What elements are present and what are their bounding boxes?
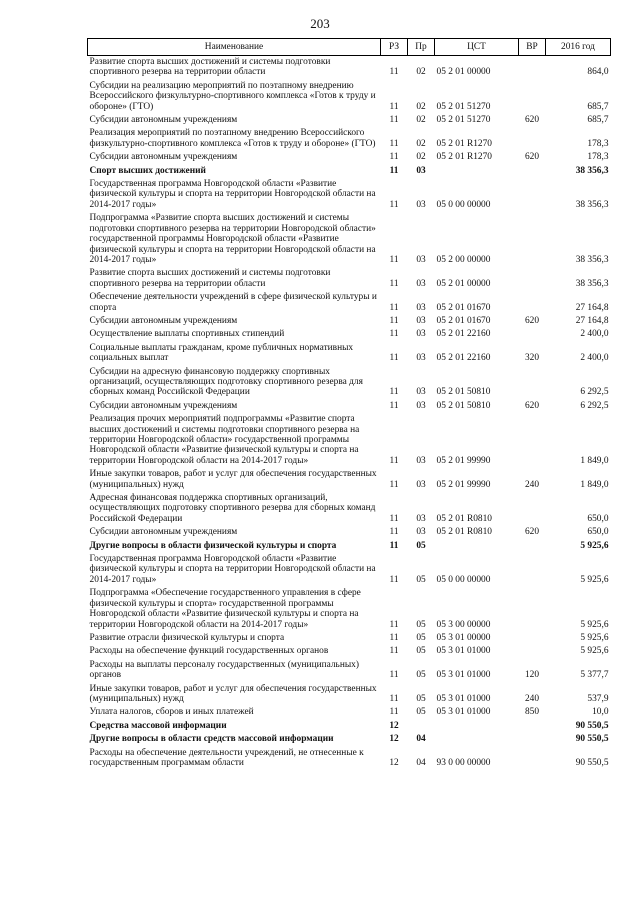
cell-name: Подпрограмма «Обеспечение государственного управления в сфере физической культуры и спорта» государственной программы Новгородской области «Развитие физической культуры и спорта на территории Новгородской области на 2014-2017 годы»: [89, 588, 361, 630]
table-header-row: [88, 39, 611, 56]
cell-rz: 12: [389, 757, 399, 768]
table-row: [88, 747, 611, 771]
cell-name: Субсидии на реализацию мероприятий по поэтапному внедрению Всероссийского физкультурно-спортивного комплекса «Готов к труду и обороне» (ГТО): [89, 80, 376, 112]
cell-rz: 11: [389, 315, 399, 326]
cell-cst: 05 3 01 00000: [436, 632, 491, 643]
cell-pr: 02: [416, 101, 426, 112]
cell-cst: 05 2 01 99990: [436, 455, 491, 466]
cell-amount: 537,9: [587, 693, 609, 704]
cell-amount: 5 377,7: [580, 670, 609, 681]
cell-pr: 05: [416, 632, 426, 643]
cell-rz: 11: [389, 278, 399, 289]
cell-name: Субсидии автономным учреждениям: [89, 152, 238, 163]
table-row: [88, 342, 611, 366]
cell-vr: 620: [524, 527, 540, 538]
cell-pr: 03: [416, 278, 426, 289]
cell-amount: 650,0: [587, 513, 609, 524]
cell-amount: 650,0: [587, 527, 609, 538]
cell-cst: 05 2 01 22160: [436, 329, 491, 340]
cell-amount: 38 356,3: [575, 278, 609, 289]
cell-rz: 12: [389, 720, 399, 731]
cell-pr: 05: [416, 707, 426, 718]
cell-amount: 90 550,5: [575, 757, 609, 768]
cell-amount: 5 925,6: [580, 540, 609, 551]
table-row: [88, 328, 611, 341]
cell-name: Расходы на обеспечение функций государственных органов: [89, 646, 329, 657]
cell-pr: 03: [416, 353, 426, 364]
cell-cst: 05 3 01 01000: [436, 670, 491, 681]
cell-cst: 05 2 01 22160: [436, 353, 491, 364]
cell-name: Развитие спорта высших достижений и системы подготовки спортивного резерва на территории области: [89, 268, 331, 289]
table-row: [88, 127, 611, 151]
cell-rz: 11: [389, 455, 399, 466]
cell-cst: 05 0 00 00000: [436, 574, 491, 585]
cell-rz: 11: [389, 527, 399, 538]
table-row: [88, 526, 611, 539]
cell-name: Осуществление выплаты спортивных стипендий: [89, 329, 285, 340]
cell-name: Субсидии автономным учреждениям: [89, 115, 238, 126]
cell-rz: 11: [389, 199, 399, 210]
cell-rz: 11: [389, 400, 399, 411]
table-row: [88, 413, 611, 468]
cell-amount: 5 925,6: [580, 619, 609, 630]
cell-amount: 27 164,8: [575, 302, 609, 313]
cell-cst: 05 3 01 01000: [436, 646, 491, 657]
cell-amount: 6 292,5: [580, 387, 609, 398]
cell-pr: 03: [416, 387, 426, 398]
cell-pr: 03: [416, 455, 426, 466]
cell-amount: 5 925,6: [580, 632, 609, 643]
cell-vr: 240: [524, 693, 540, 704]
cell-cst: 05 2 01 R0810: [436, 513, 492, 524]
cell-rz: 11: [389, 138, 399, 149]
cell-amount: 178,3: [587, 138, 609, 149]
cell-vr: [519, 632, 546, 645]
cell-cst: [435, 540, 519, 553]
cell-rz: 11: [389, 693, 399, 704]
budget-table: [87, 38, 611, 770]
cell-cst: 05 3 01 01000: [436, 693, 491, 704]
table-row: [88, 315, 611, 328]
cell-amount: 2 400,0: [580, 329, 609, 340]
table-row: [88, 267, 611, 291]
cell-vr: [519, 645, 546, 658]
cell-pr: 03: [416, 400, 426, 411]
cell-vr: [519, 80, 546, 114]
cell-vr: [519, 165, 546, 178]
cell-vr: [519, 540, 546, 553]
cell-pr: 05: [416, 646, 426, 657]
table-row: [88, 291, 611, 315]
table-row: [88, 165, 611, 178]
table-row: [88, 553, 611, 587]
cell-cst: 05 2 01 50810: [436, 400, 491, 411]
cell-cst: 05 2 01 51270: [436, 115, 491, 126]
cell-amount: 6 292,5: [580, 400, 609, 411]
cell-name: Спорт высших достижений: [89, 165, 206, 176]
cell-pr: 03: [416, 527, 426, 538]
cell-cst: [435, 733, 519, 746]
cell-vr: [519, 413, 546, 468]
table-row: [88, 212, 611, 267]
cell-vr: 850: [524, 707, 540, 718]
table-row: [88, 706, 611, 719]
cell-name: Субсидии на адресную финансовую поддержку спортивных организаций, осуществляющих подготовку спортивного резерва для сборных команд Российской Федерации: [89, 366, 363, 398]
cell-name: Субсидии автономным учреждениям: [89, 400, 238, 411]
header-amount: 2016 год: [546, 39, 611, 56]
cell-amount: 38 356,3: [575, 199, 609, 210]
table-row: [88, 645, 611, 658]
cell-amount: 38 356,3: [575, 254, 609, 265]
cell-rz: 11: [389, 254, 399, 265]
cell-vr: 320: [524, 353, 540, 364]
cell-vr: [519, 733, 546, 746]
table-row: [88, 178, 611, 212]
table-row: [88, 720, 611, 733]
table-row: [88, 632, 611, 645]
cell-pr: 05: [416, 670, 426, 681]
cell-cst: 05 2 01 51270: [436, 101, 491, 112]
cell-rz: 11: [389, 513, 399, 524]
cell-name: Расходы на выплаты персоналу государственных (муниципальных) органов: [89, 659, 359, 681]
table-row: [88, 733, 611, 746]
cell-name: Уплата налогов, сборов и иных платежей: [89, 707, 254, 718]
table-row: [88, 468, 611, 492]
cell-rz: 11: [389, 619, 399, 630]
cell-vr: 240: [524, 479, 540, 490]
table-row: [88, 540, 611, 553]
cell-vr: [519, 291, 546, 315]
cell-vr: 620: [524, 152, 540, 163]
cell-amount: 27 164,8: [575, 315, 609, 326]
cell-vr: [519, 267, 546, 291]
cell-pr: 03: [416, 302, 426, 313]
table-row: [88, 366, 611, 400]
cell-cst: 05 0 00 00000: [436, 199, 491, 210]
cell-cst: 05 2 01 99990: [436, 479, 491, 490]
cell-vr: [519, 587, 546, 632]
cell-pr: 05: [416, 540, 426, 551]
cell-rz: 11: [389, 670, 399, 681]
cell-rz: 11: [389, 646, 399, 657]
cell-vr: [519, 212, 546, 267]
cell-pr: 02: [416, 138, 426, 149]
header-cst: ЦСТ: [435, 39, 519, 56]
cell-cst: 05 2 01 00000: [436, 67, 491, 78]
cell-name: Развитие отрасли физической культуры и спорта: [89, 632, 285, 643]
cell-vr: [519, 56, 546, 80]
cell-amount: 2 400,0: [580, 353, 609, 364]
cell-cst: 93 0 00 00000: [436, 757, 491, 768]
cell-vr: 620: [524, 315, 540, 326]
cell-pr: 04: [416, 734, 426, 745]
cell-name: Адресная финансовая поддержка спортивных организаций, осуществляющих подготовку спортивного резерва для сборных команд Российской Федерации: [89, 493, 376, 524]
cell-pr: 05: [416, 619, 426, 630]
table-row: [88, 56, 611, 80]
cell-cst: 05 2 01 01670: [436, 302, 491, 313]
table-row: [88, 659, 611, 683]
cell-vr: [519, 127, 546, 151]
table-row: [88, 492, 611, 526]
cell-amount: 685,7: [587, 101, 609, 112]
cell-pr: 05: [416, 693, 426, 704]
cell-rz: 11: [389, 329, 399, 340]
cell-amount: 685,7: [587, 115, 609, 126]
page-number: 203: [310, 16, 330, 31]
cell-pr: 03: [416, 199, 426, 210]
cell-name: Другие вопросы в области физической культуры и спорта: [89, 540, 337, 551]
cell-name: Подпрограмма «Развитие спорта высших достижений и системы подготовки спортивного резерва на территории Новгородской области» государственной программы Новгородской области «Развитие физической культуры и спорта на территории Новгородской области на 2014-2017 годы»: [89, 213, 376, 265]
cell-vr: 620: [524, 400, 540, 411]
cell-amount: 1 849,0: [580, 455, 609, 466]
cell-rz: 11: [389, 302, 399, 313]
cell-rz: 11: [389, 165, 399, 176]
table-row: [88, 587, 611, 632]
cell-name: Другие вопросы в области средств массовой информации: [89, 734, 334, 745]
table-row: [88, 683, 611, 707]
cell-pr: 03: [416, 165, 426, 176]
cell-pr: 02: [416, 115, 426, 126]
cell-cst: 05 2 01 01670: [436, 315, 491, 326]
cell-cst: 05 2 01 50810: [436, 387, 491, 398]
cell-name: Иные закупки товаров, работ и услуг для обеспечения государственных (муниципальных) нужд: [89, 683, 377, 704]
cell-cst: 05 3 01 01000: [436, 707, 491, 718]
cell-name: Субсидии автономным учреждениям: [89, 315, 238, 326]
cell-rz: 11: [389, 101, 399, 112]
cell-amount: 90 550,5: [575, 734, 609, 745]
cell-rz: 11: [389, 115, 399, 126]
cell-rz: 11: [389, 479, 399, 490]
cell-name: Обеспечение деятельности учреждений в сфере физической культуры и спорта: [89, 292, 377, 313]
cell-cst: 05 2 01 R1270: [436, 138, 492, 149]
header-vr: ВР: [519, 39, 546, 56]
header-pr: Пр: [408, 39, 435, 56]
cell-amount: 864,0: [587, 67, 609, 78]
cell-cst: 05 3 00 00000: [436, 619, 491, 630]
cell-vr: [519, 747, 546, 771]
cell-amount: 1 849,0: [580, 479, 609, 490]
cell-name: Государственная программа Новгородской области «Развитие физической культуры и спорта на территории Новгородской области на 2014-2017 годы»: [89, 179, 376, 210]
cell-rz: 11: [389, 152, 399, 163]
cell-vr: [519, 178, 546, 212]
cell-vr: [519, 366, 546, 400]
cell-pr: 03: [416, 479, 426, 490]
cell-vr: [519, 553, 546, 587]
cell-amount: 178,3: [587, 152, 609, 163]
cell-amount: 90 550,5: [575, 720, 609, 731]
header-name: Наименование: [88, 39, 381, 56]
cell-vr: [519, 328, 546, 341]
cell-name: Реализация прочих мероприятий подпрограммы «Развитие спорта высших достижений и системы подготовки спортивного резерва на территории Новгородской области» государственной программы Новгородской области «Развитие физической культуры и спорта на территории Новгородской области на 2014-2017 годы»: [89, 414, 360, 466]
cell-pr: 03: [416, 329, 426, 340]
cell-rz: 11: [389, 387, 399, 398]
cell-pr: 05: [416, 574, 426, 585]
table-row: [88, 400, 611, 413]
cell-name: Субсидии автономным учреждениям: [89, 527, 238, 538]
cell-pr: 04: [416, 757, 426, 768]
cell-vr: 120: [524, 670, 540, 681]
cell-name: Развитие спорта высших достижений и системы подготовки спортивного резерва на территории области: [89, 57, 331, 78]
cell-rz: 11: [389, 707, 399, 718]
cell-rz: 11: [389, 574, 399, 585]
cell-rz: 11: [389, 540, 399, 551]
cell-name: Социальные выплаты гражданам, кроме публичных нормативных социальных выплат: [89, 342, 354, 364]
cell-vr: [519, 492, 546, 526]
cell-vr: 620: [524, 115, 540, 126]
cell-cst: 05 2 01 R1270: [436, 152, 492, 163]
cell-cst: [435, 720, 519, 733]
cell-amount: 38 356,3: [575, 165, 609, 176]
table-row: [88, 114, 611, 127]
cell-rz: 11: [389, 632, 399, 643]
cell-rz: 11: [389, 67, 399, 78]
cell-cst: 05 2 01 00000: [436, 278, 491, 289]
cell-name: Средства массовой информации: [89, 720, 227, 731]
cell-amount: 5 925,6: [580, 646, 609, 657]
table-row: [88, 80, 611, 114]
cell-name: Реализация мероприятий по поэтапному внедрению Всероссийского физкультурно-спортивного комплекса «Готов к труду и обороне» (ГТО): [89, 128, 376, 149]
cell-pr: 02: [416, 67, 426, 78]
header-rz: РЗ: [381, 39, 408, 56]
cell-amount: 5 925,6: [580, 574, 609, 585]
table-row: [88, 151, 611, 164]
cell-pr: [408, 720, 435, 733]
cell-pr: 03: [416, 254, 426, 265]
cell-cst: [435, 165, 519, 178]
cell-rz: 11: [389, 353, 399, 364]
cell-name: Расходы на обеспечение деятельности учреждений, не отнесенные к государственным программам области: [89, 747, 364, 768]
cell-rz: 12: [389, 734, 399, 745]
cell-pr: 03: [416, 315, 426, 326]
cell-vr: [519, 720, 546, 733]
cell-name: Иные закупки товаров, работ и услуг для обеспечения государственных (муниципальных) нужд: [89, 469, 377, 490]
cell-name: Государственная программа Новгородской области «Развитие физической культуры и спорта на территории Новгородской области на 2014-2017 годы»: [89, 554, 376, 585]
cell-cst: 05 2 00 00000: [436, 254, 491, 265]
cell-amount: 10,0: [592, 707, 609, 718]
cell-pr: 02: [416, 152, 426, 163]
cell-pr: 03: [416, 513, 426, 524]
cell-cst: 05 2 01 R0810: [436, 527, 492, 538]
